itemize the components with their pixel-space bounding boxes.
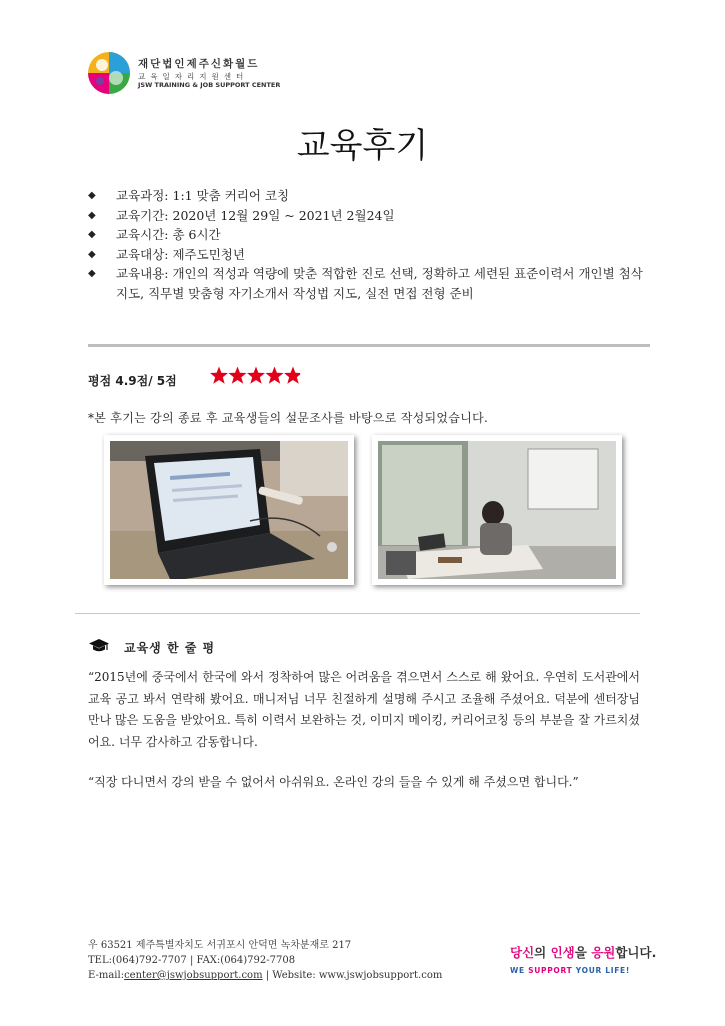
star-rating xyxy=(210,364,302,386)
diamond-bullet-icon: ◆ xyxy=(88,229,96,240)
info-item-course xyxy=(88,186,648,206)
info-item-content xyxy=(88,264,648,303)
footer-address: 우 63521 제주특별자치도 서귀포시 안덕면 녹차분재로 217 xyxy=(88,940,352,951)
rating-label: 평점 4.9점/ 5점 xyxy=(88,374,177,388)
section-divider xyxy=(75,613,640,614)
graduation-cap-icon xyxy=(88,638,110,654)
footer-contact xyxy=(88,938,442,983)
photo-classroom xyxy=(372,435,622,585)
review-quote: “직장 다니면서 강의 받을 수 없어서 아쉬워요. 온라인 강의 들을 수 있게 해 주셨으면 합니다.” xyxy=(88,775,579,789)
org-name: 재단법인제주신화월드 xyxy=(138,58,260,70)
slogan-korean: 당신의 인생을 응원합니다. xyxy=(510,945,657,960)
rating-star xyxy=(229,367,247,384)
slogan-english: WE SUPPORT YOUR LIFE! xyxy=(510,966,631,975)
email-label: E-mail: xyxy=(88,970,125,981)
email-link[interactable]: center@jswjobsupport.com xyxy=(124,970,263,981)
review-quote: “2015년에 중국에서 한국에 와서 정착하여 많은 어려움을 겪으면서 스스로 해 왔어요. 우연히 도서관에서 교육 공고 봐서 연락해 봤어요. 매니저님 너무 친절하게 설명해 주시고 조율해 주셨어요. 덕분에 센터장님 만나 많은 도움을 받았어요. 특히 이력서 보완하는 것, 이미지 메이킹, 커리어코칭 등의 부분을 잘 가르치셨어요. 너무 감사하고 감동합니다. xyxy=(88,670,640,749)
diamond-bullet-icon: ◆ xyxy=(88,248,96,260)
website-text: | Website: www.jswjobsupport.com xyxy=(262,970,443,981)
org-english-name: JSW TRAINING & JOB SUPPORT CENTER xyxy=(138,81,281,89)
page-title: 교육후기 xyxy=(296,126,429,166)
rating-star xyxy=(247,367,265,384)
info-item-target xyxy=(88,245,648,265)
section-divider xyxy=(88,344,650,347)
org-subtitle: 교육일자리지원센터 xyxy=(138,72,249,81)
survey-note: *본 후기는 강의 종료 후 교육생들의 설문조사를 바탕으로 작성되었습니다. xyxy=(88,411,489,425)
classroom-photo-image xyxy=(378,441,616,579)
diamond-bullet-icon: ◆ xyxy=(88,268,96,279)
rating-star xyxy=(266,367,284,384)
footer-email-line xyxy=(88,968,442,983)
info-text: 교육시간: 총 6시간 xyxy=(116,227,221,242)
diamond-bullet-icon: ◆ xyxy=(88,190,96,201)
rating-star xyxy=(210,367,228,384)
info-text: 교육과정: 1:1 맞춤 커리어 코칭 xyxy=(116,188,290,203)
info-text: 교육내용: 개인의 적성과 역량에 맞춘 적합한 진로 선택, 정확하고 세련된 표준이력서 개인별 첨삭 지도, 직무별 맞춤형 자기소개서 작성법 지도, 실전 면접 전형 준비 xyxy=(116,266,643,301)
laptop-photo-image xyxy=(110,441,348,579)
rating-star xyxy=(284,367,302,384)
foundation-logo xyxy=(86,50,132,96)
info-text: 교육기간: 2020년 12월 29일 ~ 2021년 2월24일 xyxy=(116,207,395,223)
info-text: 교육대상: 제주도민청년 xyxy=(116,246,245,262)
footer-phone: TEL:(064)792-7707 | FAX:(064)792-7708 xyxy=(88,955,296,966)
photo-laptop xyxy=(104,435,354,585)
review-section-heading: 교육생 한 줄 평 xyxy=(124,641,216,655)
info-item-period xyxy=(88,206,648,226)
diamond-bullet-icon: ◆ xyxy=(88,209,96,221)
course-info-list xyxy=(88,186,648,303)
info-item-hours xyxy=(88,225,648,245)
